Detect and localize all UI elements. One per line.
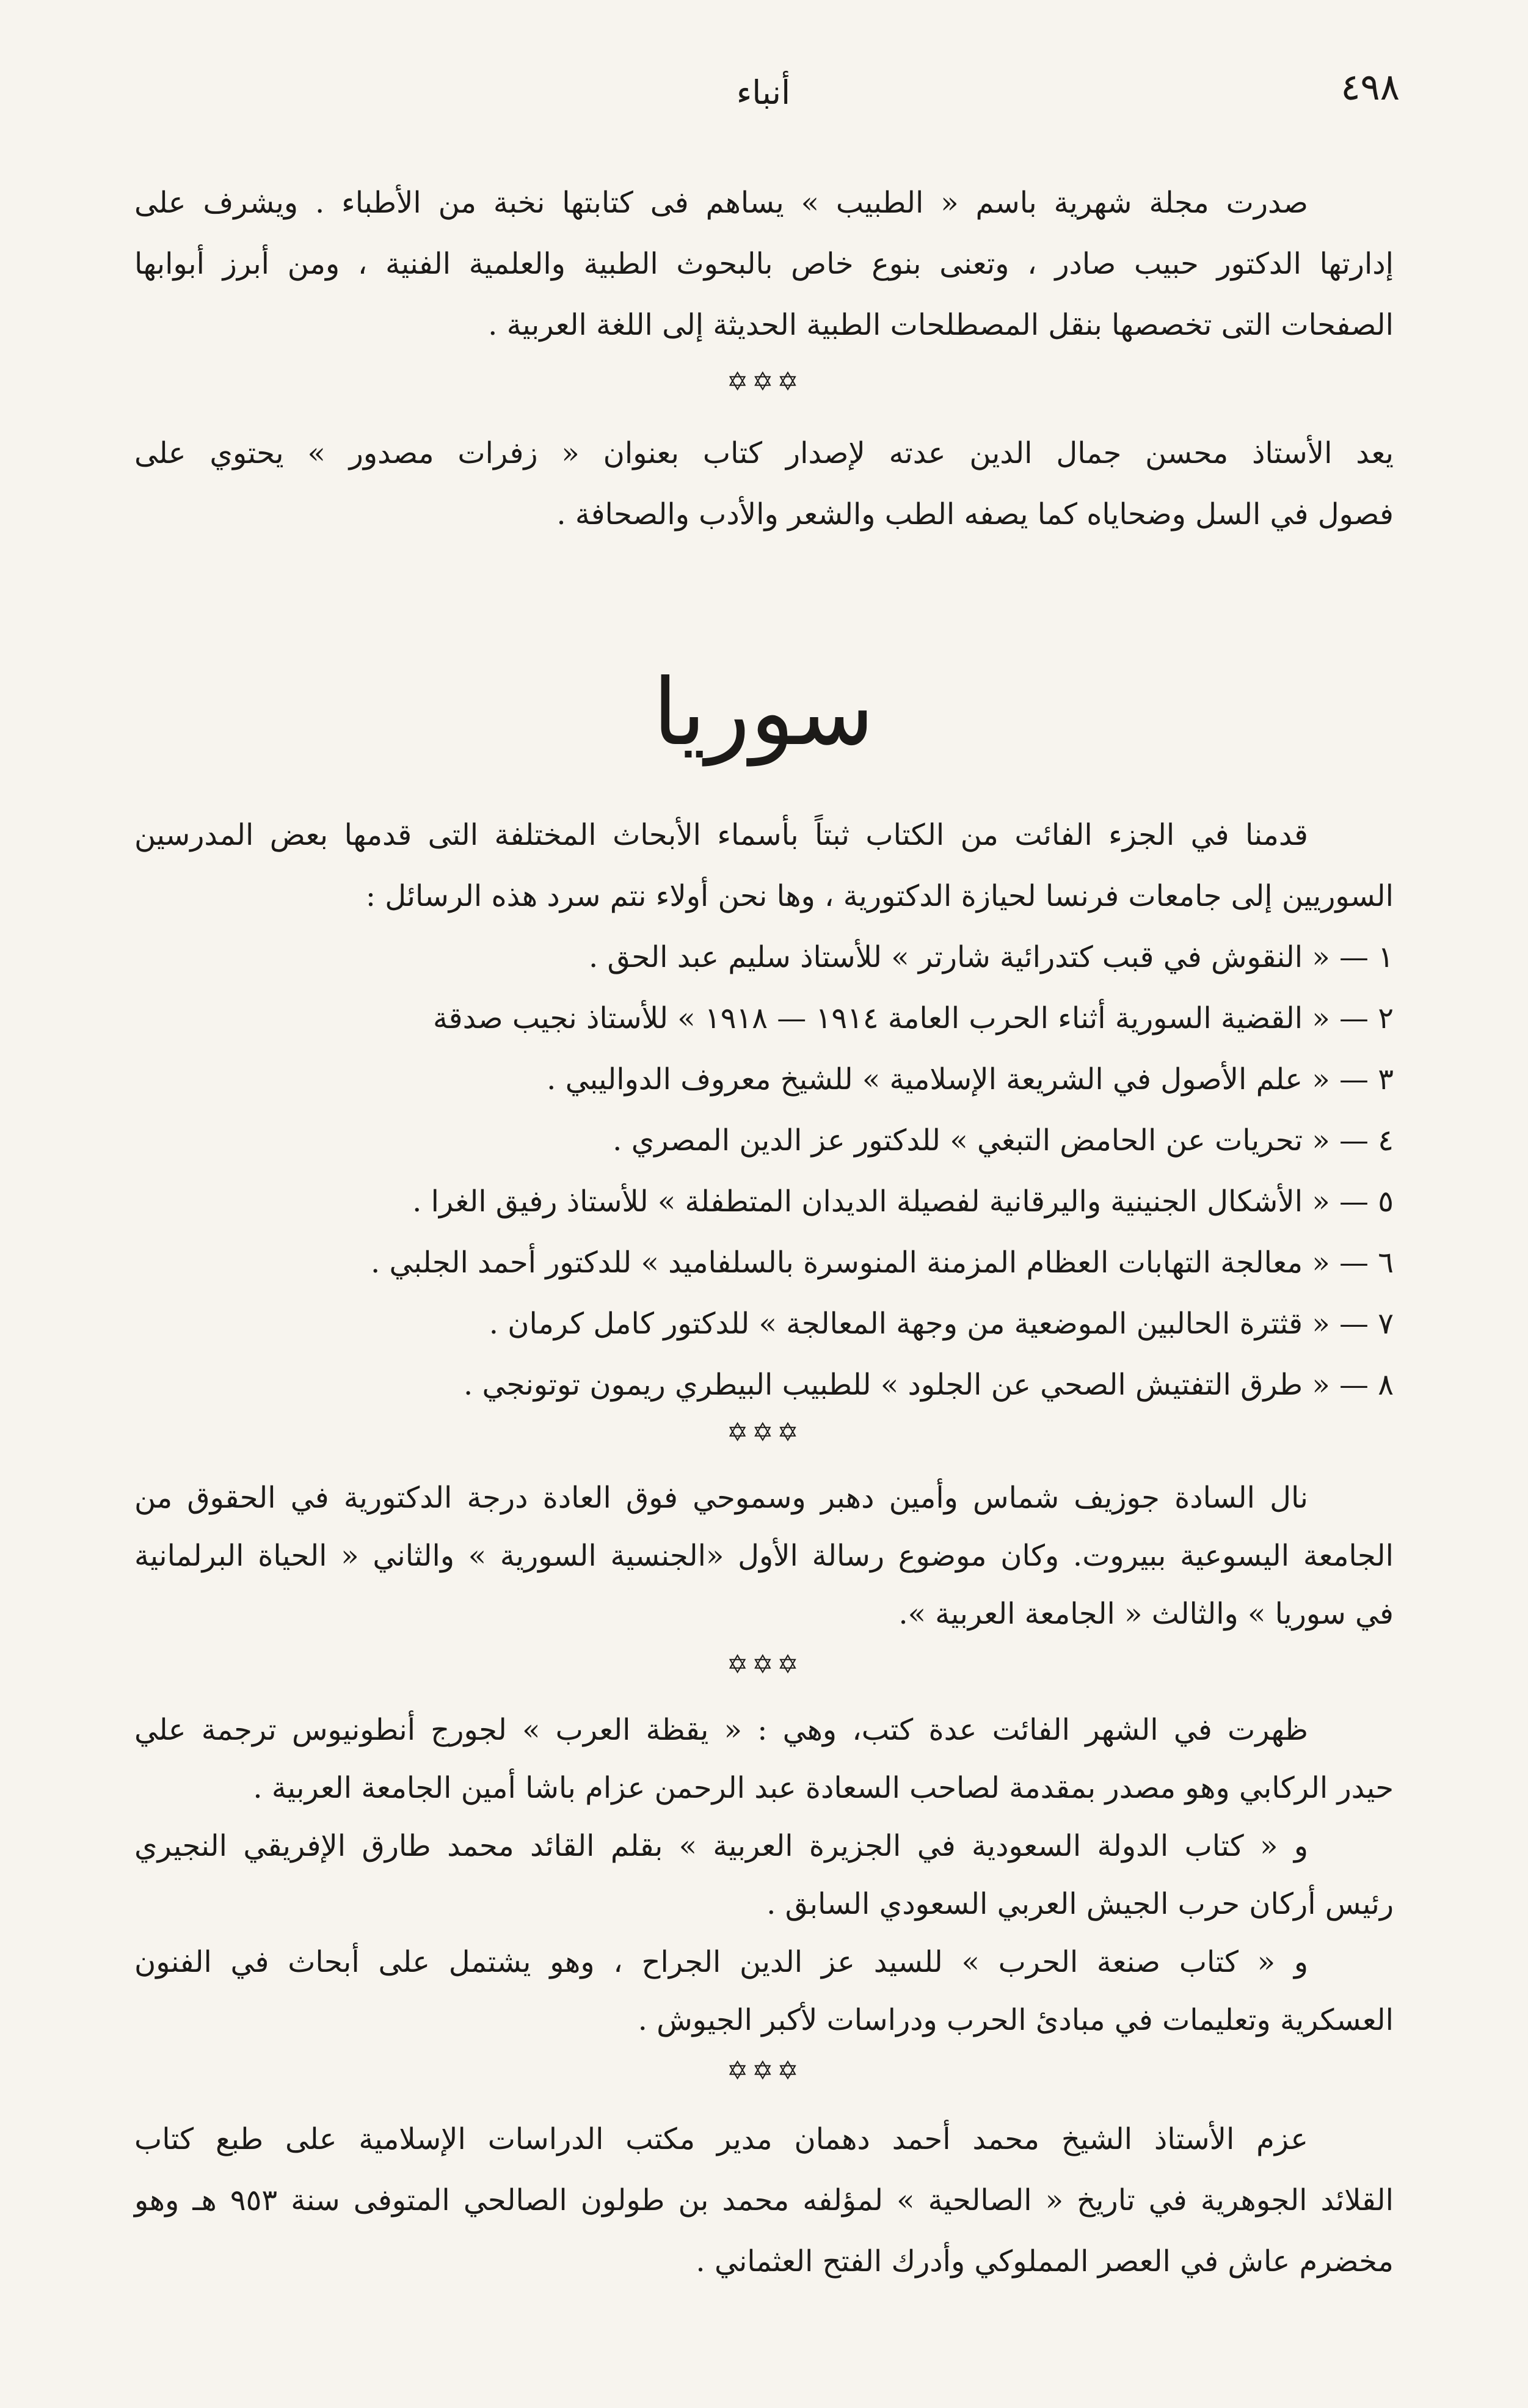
page-number: ٤٩٨ xyxy=(1341,66,1400,109)
text-line: الجامعة اليسوعية ببيروت. وكان موضوع رسالة الأول «الجنسية السورية » والثاني « الحياة البرلمانية xyxy=(134,1539,1394,1573)
text-line: و « كتاب صنعة الحرب » للسيد عز الدين الجراح ، وهو يشتمل على أبحاث في الفنون xyxy=(134,1945,1308,1979)
list-item: ٢ — « القضية السورية أثناء الحرب العامة ١٩١٤ — ١٩١٨ » للأستاذ نجيب صدقة xyxy=(432,1001,1394,1035)
text-line: العسكرية وتعليمات في مبادئ الحرب ودراسات لأكبر الجيوش . xyxy=(638,2003,1394,2037)
section-title: سوريا xyxy=(652,660,875,766)
list-item: ٧ — « قثترة الحالبين الموضعية من وجهة المعالجة » للدكتور كامل كرمان . xyxy=(489,1307,1394,1341)
text-line: رئيس أركان حرب الجيش العربي السعودي السابق . xyxy=(766,1887,1394,1921)
running-title: أنباء xyxy=(736,73,791,112)
text-line: إدارتها الدكتور حبيب صادر ، وتعنى بنوع خاص بالبحوث الطبية والعلمية الفنية ، ومن أبرز أبوابها xyxy=(134,247,1394,281)
text-line: مخضرم عاش في العصر المملوكي وأدرك الفتح العثماني . xyxy=(696,2244,1394,2278)
list-item: ١ — « النقوش في قبب كتدرائية شارتر » للأستاذ سليم عبد الحق . xyxy=(588,940,1394,974)
list-item: ٨ — « طرق التفتيش الصحي عن الجلود » للطبيب البيطري ريمون توتونجي . xyxy=(463,1368,1394,1402)
text-line: و « كتاب الدولة السعودية في الجزيرة العربية » بقلم القائد محمد طارق الإفريقي النجيري xyxy=(134,1829,1308,1863)
text-line: فصول في السل وضحاياه كما يصفه الطب والشعر والأدب والصحافة . xyxy=(556,497,1394,531)
list-item: ٥ — « الأشكال الجنينية واليرقانية لفصيلة الديدان المتطفلة » للأستاذ رفيق الغرا . xyxy=(412,1184,1394,1219)
text-line: الصفحات التى تخصصها بنقل المصطلحات الطبية الحديثة إلى اللغة العربية . xyxy=(488,308,1394,342)
text-line: في سوريا » والثالث « الجامعة العربية ». xyxy=(898,1597,1394,1631)
text-line: القلائد الجوهرية في تاريخ « الصالحية » لمؤلفه محمد بن طولون الصالحي المتوفى سنة ٩٥٣ هـ وهو xyxy=(134,2183,1394,2217)
text-line: قدمنا في الجزء الفائت من الكتاب ثبتاً بأسماء الأبحاث المختلفة التى قدمها بعض المدرسين xyxy=(134,818,1308,852)
list-item: ٦ — « معالجة التهابات العظام المزمنة المنوسرة بالسلفاميد » للدكتور أحمد الجلبي . xyxy=(370,1246,1394,1280)
separator-stars: ✡✡✡ xyxy=(727,1649,802,1679)
separator-stars: ✡✡✡ xyxy=(727,2056,802,2085)
separator-stars: ✡✡✡ xyxy=(727,367,802,396)
text-line: السوريين إلى جامعات فرنسا لحيازة الدكتورية ، وها نحن أولاء نتم سرد هذه الرسائل : xyxy=(365,879,1394,913)
text-line: ظهرت في الشهر الفائت عدة كتب، وهي : « يقظة العرب » لجورج أنطونيوس ترجمة علي xyxy=(134,1713,1308,1747)
text-line: عزم الأستاذ الشيخ محمد أحمد دهمان مدير مكتب الدراسات الإسلامية على طبع كتاب xyxy=(134,2122,1308,2156)
text-line: نال السادة جوزيف شماس وأمين دهبر وسموحي فوق العادة درجة الدكتورية في الحقوق من xyxy=(134,1481,1309,1515)
text-line: يعد الأستاذ محسن جمال الدين عدته لإصدار كتاب بعنوان « زفرات مصدور » يحتوي على xyxy=(134,436,1394,470)
text-line: حيدر الركابي وهو مصدر بمقدمة لصاحب السعادة عبد الرحمن عزام باشا أمين الجامعة العربية . xyxy=(253,1771,1394,1805)
text-line: صدرت مجلة شهرية باسم « الطبيب » يساهم فى كتابتها نخبة من الأطباء . ويشرف على xyxy=(134,186,1308,220)
list-item: ٣ — « علم الأصول في الشريعة الإسلامية » للشيخ معروف الدواليبي . xyxy=(547,1062,1394,1096)
separator-stars: ✡✡✡ xyxy=(727,1417,802,1447)
list-item: ٤ — « تحريات عن الحامض التبغي » للدكتور عز الدين المصري . xyxy=(613,1123,1394,1158)
